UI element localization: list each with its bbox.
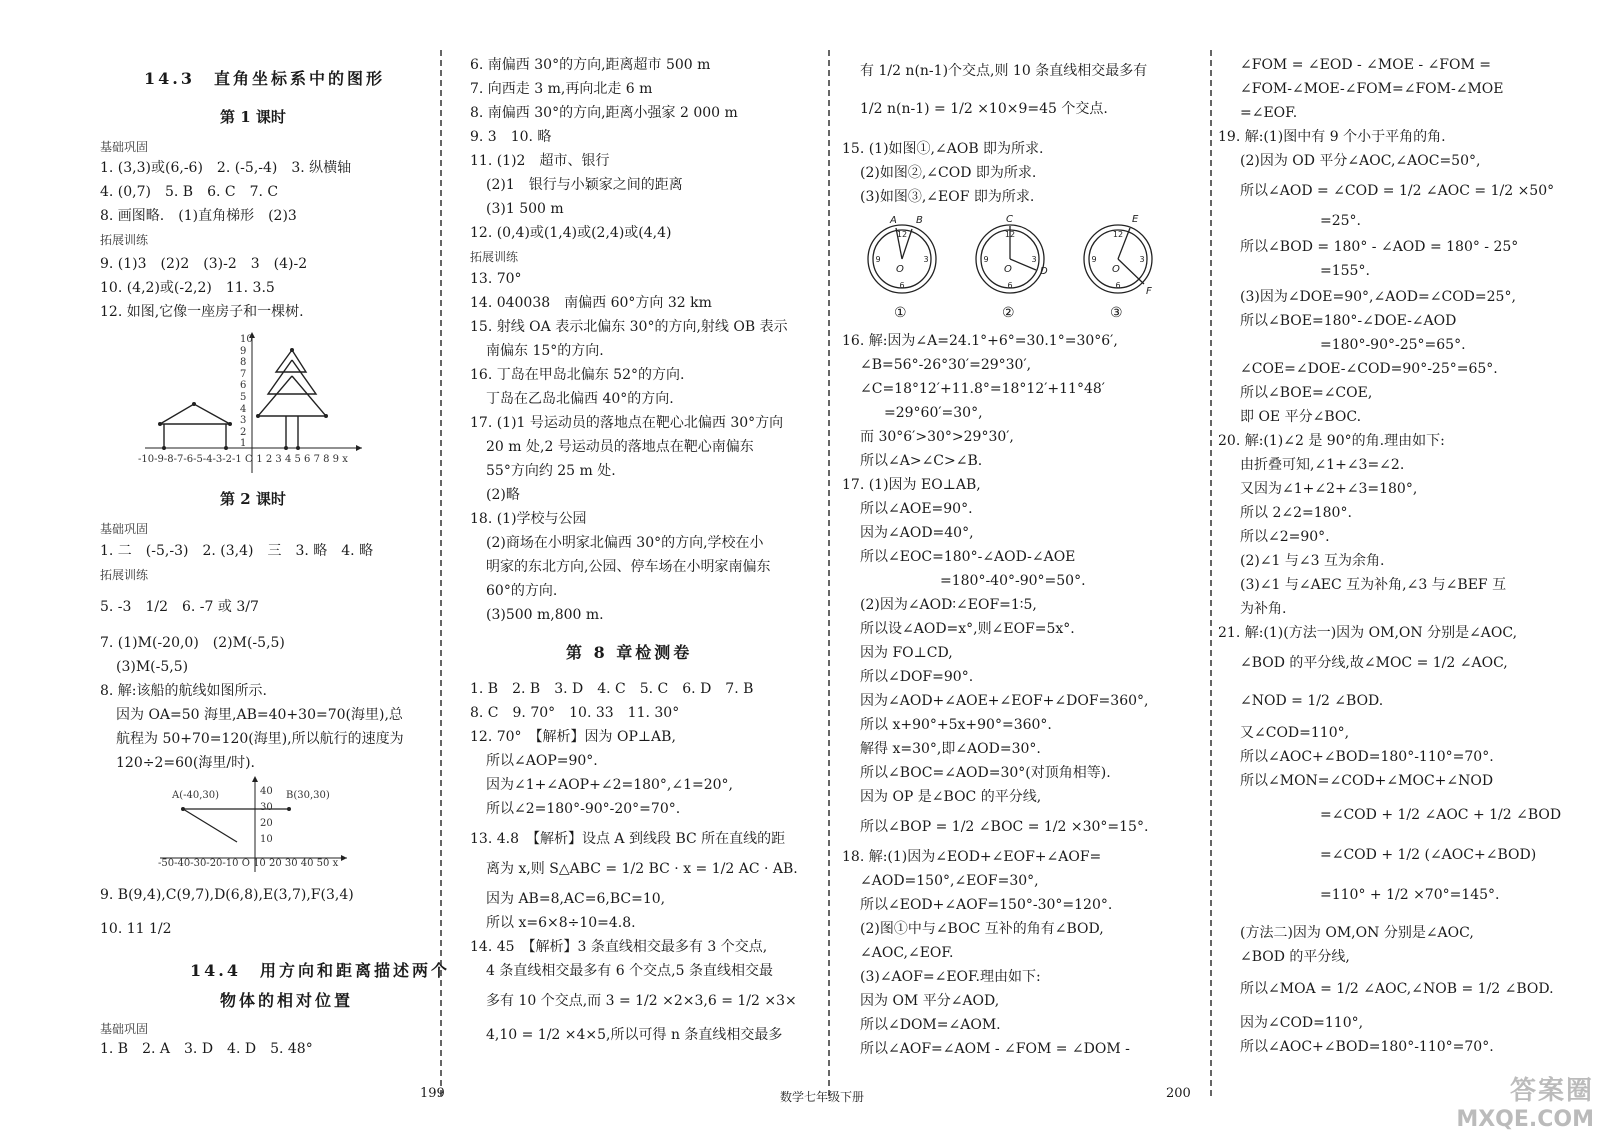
answer-line: 6. 南偏西 30°的方向,距离超市 500 m bbox=[470, 57, 711, 73]
answer-line: 18. (1)学校与公园 bbox=[470, 511, 587, 527]
answer-line: 所以∠DOM=∠AOM. bbox=[860, 1017, 1001, 1033]
answer-line: 9. 3 10. 略 bbox=[470, 129, 552, 145]
svg-text:3: 3 bbox=[1139, 255, 1145, 264]
svg-text:C: C bbox=[1006, 214, 1013, 225]
answer-line: 所以 x+90°+5x+90°=360°. bbox=[860, 717, 1052, 733]
svg-text:F: F bbox=[1146, 286, 1152, 297]
svg-text:12: 12 bbox=[1004, 230, 1016, 239]
svg-text:D: D bbox=[1040, 266, 1048, 277]
answer-line: 12. (0,4)或(1,4)或(2,4)或(4,4) bbox=[470, 225, 672, 241]
answer-line: 有 1/2 n(n-1)个交点,则 10 条直线相交最多有 bbox=[860, 63, 1148, 79]
answer-line: (3)∠1 与∠AEC 互为补角,∠3 与∠BEF 互 bbox=[1240, 577, 1507, 593]
answer-line: 所以∠AOE=90°. bbox=[860, 501, 973, 517]
answer-line: 多有 10 个交点,而 3 = 1/2 ×2×3,6 = 1/2 ×3× bbox=[486, 993, 797, 1009]
answer-line: 13. 70° bbox=[470, 271, 522, 287]
answer-line: 所以∠BOE=180°-∠DOE-∠AOD bbox=[1240, 313, 1457, 329]
answer-line: 17. (1)因为 EO⊥AB, bbox=[842, 477, 981, 493]
svg-text:B: B bbox=[916, 215, 923, 226]
answer-line: 所以∠BOE=∠COE, bbox=[1240, 385, 1373, 401]
answer-line: 1. 二 (-5,-3) 2. (3,4) 三 3. 略 4. 略 bbox=[100, 543, 374, 559]
answer-line: (3)如图③,∠EOF 即为所求. bbox=[860, 189, 1035, 205]
answer-line: 又因为∠1+∠2+∠3=180°, bbox=[1240, 481, 1418, 497]
answer-line: 1/2 n(n-1) = 1/2 ×10×9=45 个交点. bbox=[860, 101, 1108, 117]
answer-line: =180°-40°-90°=50°. bbox=[940, 573, 1086, 589]
answer-line: (3)因为∠DOE=90°,∠AOD=∠COD=25°, bbox=[1240, 289, 1516, 305]
answer-line: =110° + 1/2 ×70°=145°. bbox=[1320, 887, 1500, 903]
svg-text:O: O bbox=[1112, 264, 1120, 275]
answer-line: ∠BOD 的平分线, bbox=[1240, 949, 1350, 965]
answer-line: 因为∠AOD=40°, bbox=[860, 525, 974, 541]
answer-line: 7. 向西走 3 m,再向北走 6 m bbox=[470, 81, 653, 97]
answer-line: =29°60′=30°, bbox=[884, 405, 983, 421]
answer-line: 18. 解:(1)因为∠EOD+∠EOF+∠AOF= bbox=[842, 849, 1102, 865]
figure-label: ② bbox=[1002, 305, 1015, 321]
answer-line: 55°方向约 25 m 处. bbox=[486, 463, 616, 479]
answer-line: 因为∠AOD+∠AOE+∠EOF+∠DOF=360°, bbox=[860, 693, 1149, 709]
answer-line: 1. B 2. A 3. D 4. D 5. 48° bbox=[100, 1041, 313, 1057]
answer-line: 4. (0,7) 5. B 6. C 7. C bbox=[100, 184, 279, 200]
answer-line: (2)略 bbox=[486, 487, 520, 503]
graph1-x-labels: -10-9-8-7-6-5-4-3-2-1 O 1 2 3 4 5 6 7 8 9 x bbox=[138, 454, 348, 465]
answer-line: 1. B 2. B 3. D 4. C 5. C 6. D 7. B bbox=[470, 681, 754, 697]
answer-line: 7. (1)M(-20,0) (2)M(-5,5) bbox=[100, 635, 285, 651]
answer-line: 10. 11 1/2 bbox=[100, 921, 172, 937]
answer-line: 所以∠AOC+∠BOD=180°-110°=70°. bbox=[1240, 749, 1494, 765]
svg-text:9: 9 bbox=[875, 255, 881, 264]
answer-line: 12. 70° 【解析】因为 OP⊥AB, bbox=[470, 729, 676, 745]
answer-line: (2)∠1 与∠3 互为余角. bbox=[1240, 553, 1385, 569]
answer-line: 而 30°6′>30°>29°30′, bbox=[860, 429, 1014, 445]
answer-line: 即 OE 平分∠BOC. bbox=[1240, 409, 1362, 425]
answer-line: =∠COD + 1/2 ∠AOC + 1/2 ∠BOD bbox=[1320, 807, 1562, 823]
section-title: 14.4 用方向和距离描述两个 bbox=[190, 961, 450, 980]
answer-line: 又∠COD=110°, bbox=[1240, 725, 1350, 741]
answer-line: (2)1 银行与小颖家之间的距离 bbox=[486, 177, 683, 193]
answer-line: 8. 南偏西 30°的方向,距离小强家 2 000 m bbox=[470, 105, 738, 121]
graph2-x-labels: -50-40-30-20-10 O 10 20 30 40 50 x bbox=[158, 858, 339, 869]
svg-text:6: 6 bbox=[1007, 281, 1013, 290]
answer-line: ∠AOC,∠EOF. bbox=[860, 945, 954, 961]
answer-line: 所以∠EOD+∠AOF=150°-30°=120°. bbox=[860, 897, 1113, 913]
answer-line: 所以∠AOF=∠AOM - ∠FOM = ∠DOM - bbox=[860, 1041, 1130, 1057]
answer-line: 所以 x=6×8÷10=4.8. bbox=[486, 915, 636, 931]
page-number-right: 200 bbox=[1166, 1086, 1191, 1101]
answer-line: =155°. bbox=[1320, 263, 1370, 279]
svg-text:12: 12 bbox=[1112, 230, 1124, 239]
section-title: 物体的相对位置 bbox=[220, 991, 354, 1010]
answer-line: 1. (3,3)或(6,-6) 2. (-5,-4) 3. 纵横轴 bbox=[100, 160, 352, 176]
answer-line: 16. 解:因为∠A=24.1°+6°=30.1°=30°6′, bbox=[842, 333, 1118, 349]
answer-line: ∠AOD=150°,∠EOF=30°, bbox=[860, 873, 1039, 889]
answer-line: 8. 画图略. (1)直角梯形 (2)3 bbox=[100, 208, 297, 224]
answer-line: (方法二)因为 OM,ON 分别是∠AOC, bbox=[1240, 925, 1474, 941]
answer-line: 所以∠BOP = 1/2 ∠BOC = 1/2 ×30°=15°. bbox=[860, 819, 1149, 835]
column-separator bbox=[828, 50, 830, 1096]
subheading: 拓展训练 bbox=[470, 250, 519, 264]
answer-line: 所以∠BOC=∠AOD=30°(对顶角相等). bbox=[860, 765, 1111, 781]
answer-line: 20 m 处,2 号运动员的落地点在靶心南偏东 bbox=[486, 439, 754, 455]
figure-label: ③ bbox=[1110, 305, 1123, 321]
svg-text:6: 6 bbox=[1115, 281, 1121, 290]
answer-line: 14. 45 【解析】3 条直线相交最多有 3 个交点, bbox=[470, 939, 768, 955]
answer-line: 所以∠2=180°-90°-20°=70°. bbox=[486, 801, 681, 817]
answer-line: ∠C=18°12′+11.8°=18°12′+11°48′ bbox=[860, 381, 1105, 397]
answer-line: 航程为 50+70=120(海里),所以航行的速度为 bbox=[116, 731, 404, 747]
answer-line: 离为 x,则 S△ABC = 1/2 BC · x = 1/2 AC · AB. bbox=[486, 861, 798, 877]
answer-line: (2)如图②,∠COD 即为所求. bbox=[860, 165, 1037, 181]
answer-line: 12. 如图,它像一座房子和一棵树. bbox=[100, 304, 304, 320]
answer-line: 为补角. bbox=[1240, 601, 1287, 617]
svg-text:9: 9 bbox=[1091, 255, 1097, 264]
answer-line: =∠EOF. bbox=[1240, 105, 1298, 121]
answer-line: 19. 解:(1)图中有 9 个小于平角的角. bbox=[1218, 129, 1446, 145]
clock-figures bbox=[860, 214, 1160, 304]
answer-line: 11. (1)2 超市、银行 bbox=[470, 153, 610, 169]
answer-line: 因为 OM 平分∠AOD, bbox=[860, 993, 1000, 1009]
point-b-label: B(30,30) bbox=[286, 790, 330, 801]
answer-line: 明家的东北方向,公园、停车场在小明家南偏东 bbox=[486, 559, 771, 575]
answer-line: (3)∠AOF=∠EOF.理由如下: bbox=[860, 969, 1041, 985]
answer-line: 由折叠可知,∠1+∠3=∠2. bbox=[1240, 457, 1405, 473]
answer-line: 9. (1)3 (2)2 (3)-2 3 (4)-2 bbox=[100, 256, 308, 272]
column-separator bbox=[1210, 50, 1212, 1096]
svg-text:3: 3 bbox=[1031, 255, 1037, 264]
answer-line: 解得 x=30°,即∠AOD=30°. bbox=[860, 741, 1041, 757]
answer-line: 所以∠BOD = 180° - ∠AOD = 180° - 25° bbox=[1240, 239, 1519, 255]
answer-line: 8. 解:该船的航线如图所示. bbox=[100, 683, 267, 699]
svg-text:O: O bbox=[1004, 264, 1012, 275]
answer-line: =180°-90°-25°=65°. bbox=[1320, 337, 1466, 353]
section-title: 14.3 直角坐标系中的图形 bbox=[144, 69, 385, 88]
answer-line: ∠FOM-∠MOE-∠FOM=∠FOM-∠MOE bbox=[1240, 81, 1504, 97]
answer-line: (3)500 m,800 m. bbox=[486, 607, 604, 623]
graph1-y-labels: 10 9 8 7 6 5 4 3 2 1 bbox=[240, 334, 253, 450]
lesson-title: 第 1 课时 bbox=[220, 108, 286, 126]
answer-line: 所以∠DOF=90°. bbox=[860, 669, 974, 685]
answer-line: 15. (1)如图①,∠AOB 即为所求. bbox=[842, 141, 1044, 157]
page-number-left: 199 bbox=[420, 1086, 445, 1101]
svg-text:12: 12 bbox=[896, 230, 908, 239]
answer-line: 所以∠EOC=180°-∠AOD-∠AOE bbox=[860, 549, 1076, 565]
answer-line: ∠B=56°-26°30′=29°30′, bbox=[860, 357, 1032, 373]
svg-text:6: 6 bbox=[899, 281, 905, 290]
answer-line: 120÷2=60(海里/时). bbox=[116, 755, 255, 771]
answer-line: 所以∠AOC+∠BOD=180°-110°=70°. bbox=[1240, 1039, 1494, 1055]
lesson-title: 第 2 课时 bbox=[220, 490, 286, 508]
answer-line: (2)因为∠AOD∶∠EOF=1∶5, bbox=[860, 597, 1037, 613]
answer-line: 因为∠COD=110°, bbox=[1240, 1015, 1364, 1031]
subheading: 基础巩固 bbox=[100, 1022, 149, 1036]
point-a-label: A(-40,30) bbox=[172, 790, 220, 801]
answer-line: 16. 丁岛在甲岛北偏东 52°的方向. bbox=[470, 367, 685, 383]
answer-line: =25°. bbox=[1320, 213, 1361, 229]
svg-text:E: E bbox=[1132, 214, 1139, 225]
answer-line: 4,10 = 1/2 ×4×5,所以可得 n 条直线相交最多 bbox=[486, 1027, 783, 1043]
answer-line: ∠FOM = ∠EOD - ∠MOE - ∠FOM = bbox=[1240, 57, 1492, 73]
answer-line: 15. 射线 OA 表示北偏东 30°的方向,射线 OB 表示 bbox=[470, 319, 788, 335]
subheading: 拓展训练 bbox=[100, 233, 149, 247]
answer-line: 所以∠AOP=90°. bbox=[486, 753, 598, 769]
answer-line: 14. 040038 南偏西 60°方向 32 km bbox=[470, 295, 712, 311]
answer-line: 因为 OA=50 海里,AB=40+30=70(海里),总 bbox=[116, 707, 403, 723]
answer-line: 9. B(9,4),C(9,7),D(6,8),E(3,7),F(3,4) bbox=[100, 887, 354, 903]
answer-line: 所以∠MOA = 1/2 ∠AOC,∠NOB = 1/2 ∠BOD. bbox=[1240, 981, 1554, 997]
subheading: 基础巩固 bbox=[100, 140, 149, 154]
answer-line: 因为 AB=8,AC=6,BC=10, bbox=[486, 891, 666, 907]
answer-line: 8. C 9. 70° 10. 33 11. 30° bbox=[470, 705, 680, 721]
subheading: 基础巩固 bbox=[100, 522, 149, 536]
answer-line: 丁岛在乙岛北偏西 40°的方向. bbox=[486, 391, 674, 407]
answer-line: (2)因为 OD 平分∠AOC,∠AOC=50°, bbox=[1240, 153, 1481, 169]
section-title: 第 8 章检测卷 bbox=[566, 643, 693, 662]
answer-line: 因为∠1+∠AOP+∠2=180°,∠1=20°, bbox=[486, 777, 734, 793]
answer-line: (3)M(-5,5) bbox=[116, 659, 189, 675]
answer-line: (3)1 500 m bbox=[486, 201, 564, 217]
graph2-y-labels: 40 30 20 10 bbox=[260, 786, 273, 845]
answer-line: 所以∠2=90°. bbox=[1240, 529, 1330, 545]
answer-line: 因为 FO⊥CD, bbox=[860, 645, 953, 661]
answer-line: =∠COD + 1/2 (∠AOC+∠BOD) bbox=[1320, 847, 1537, 863]
answer-line: 所以 2∠2=180°. bbox=[1240, 505, 1352, 521]
svg-text:O: O bbox=[896, 264, 904, 275]
answer-line: 所以∠AOD = ∠COD = 1/2 ∠AOC = 1/2 ×50° bbox=[1240, 183, 1555, 199]
answer-line: 因为 OP 是∠BOC 的平分线, bbox=[860, 789, 1042, 805]
answer-line: ∠BOD 的平分线,故∠MOC = 1/2 ∠AOC, bbox=[1240, 655, 1508, 671]
answer-line: (2)商场在小明家北偏西 30°的方向,学校在小 bbox=[486, 535, 764, 551]
answer-line: 21. 解:(1)(方法一)因为 OM,ON 分别是∠AOC, bbox=[1218, 625, 1518, 641]
answer-line: 10. (4,2)或(-2,2) 11. 3.5 bbox=[100, 280, 275, 296]
answer-line: 所以∠MON=∠COD+∠MOC+∠NOD bbox=[1240, 773, 1494, 789]
answer-line: (2)图①中与∠BOC 互补的角有∠BOD, bbox=[860, 921, 1104, 937]
answer-line: 20. 解:(1)∠2 是 90°的角.理由如下: bbox=[1218, 433, 1445, 449]
book-title: 数学七年级下册 bbox=[780, 1090, 865, 1104]
answer-line: ∠COE=∠DOE-∠COD=90°-25°=65°. bbox=[1240, 361, 1498, 377]
answer-line: ∠NOD = 1/2 ∠BOD. bbox=[1240, 693, 1384, 709]
figure-label: ① bbox=[894, 305, 907, 321]
answer-line: 17. (1)1 号运动员的落地点在靶心北偏西 30°方向 bbox=[470, 415, 784, 431]
subheading: 拓展训练 bbox=[100, 568, 149, 582]
answer-line: 4 条直线相交最多有 6 个交点,5 条直线相交最 bbox=[486, 963, 773, 979]
answer-line: 5. -3 1/2 6. -7 或 3/7 bbox=[100, 599, 259, 615]
svg-text:A: A bbox=[890, 215, 897, 226]
answer-line: 所以设∠AOD=x°,则∠EOF=5x°. bbox=[860, 621, 1075, 637]
svg-text:3: 3 bbox=[923, 255, 929, 264]
svg-text:9: 9 bbox=[983, 255, 989, 264]
watermark-logo: 答案圈 MXQE.COM bbox=[1456, 1076, 1594, 1132]
answer-line: 13. 4.8 【解析】设点 A 到线段 BC 所在直线的距 bbox=[470, 831, 786, 847]
column-separator bbox=[440, 50, 442, 1096]
answer-line: 60°的方向. bbox=[486, 583, 558, 599]
answer-line: 所以∠A>∠C>∠B. bbox=[860, 453, 983, 469]
answer-line: 南偏东 15°的方向. bbox=[486, 343, 604, 359]
